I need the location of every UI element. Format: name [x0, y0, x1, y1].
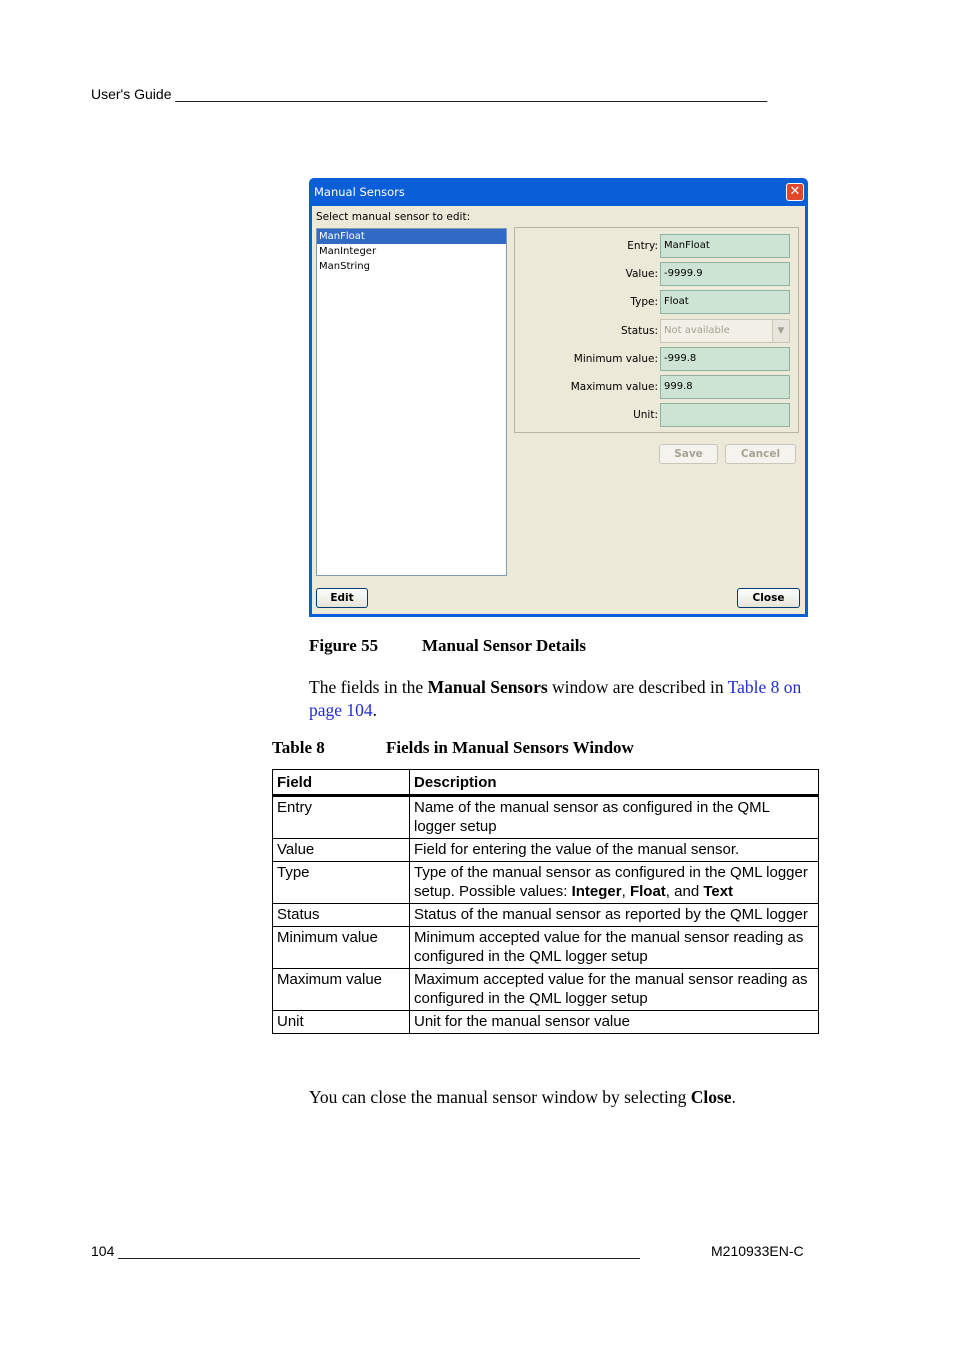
table-row: [273, 904, 819, 927]
select-sensor-label: Select manual sensor to edit:: [316, 211, 471, 223]
figure-caption: [309, 636, 587, 656]
closing-paragraph: [309, 1087, 736, 1108]
column-header: Description: [410, 770, 819, 796]
figure-title: Manual Sensor Details: [422, 636, 587, 655]
list-item[interactable]: ManString: [319, 261, 370, 272]
sensor-details-form: [514, 227, 799, 433]
table-number: Table 8: [272, 738, 325, 757]
close-button[interactable]: Close: [737, 588, 800, 608]
description-cell: Field for entering the value of the manual sensor.: [410, 839, 819, 862]
footer-rule: ___________________________________________________________________: [118, 1243, 640, 1259]
sensor-list[interactable]: [316, 228, 507, 576]
desc-bold: Text: [703, 883, 734, 900]
table-header-row: [273, 770, 819, 796]
edit-button[interactable]: Edit: [316, 588, 368, 608]
entry-row: [515, 234, 798, 258]
description-cell: Status of the manual sensor as reported by the QML logger: [410, 904, 819, 927]
table-row: [273, 796, 819, 839]
field-cell: Unit: [273, 1011, 410, 1034]
table-row: [273, 1011, 819, 1034]
page-footer: [91, 1243, 706, 1259]
status-row: [515, 319, 798, 343]
unit-row: [515, 403, 798, 427]
close-icon[interactable]: ✕: [786, 183, 804, 201]
para-bold: Close: [690, 1087, 732, 1107]
unit-field[interactable]: [660, 403, 790, 427]
maximum-field[interactable]: 999.8: [660, 375, 790, 399]
status-value: Not available: [664, 325, 730, 336]
intro-paragraph: [309, 676, 819, 722]
window-body: [312, 206, 805, 614]
doc-code: M210933EN-C: [711, 1243, 804, 1259]
status-label: Status:: [621, 325, 658, 337]
para-text: window are described in: [547, 677, 728, 697]
field-cell: Type: [273, 862, 410, 904]
list-item[interactable]: ManFloat: [317, 229, 506, 244]
save-button[interactable]: Save: [659, 444, 718, 464]
table-caption: [272, 738, 634, 758]
manual-sensors-window: [309, 178, 808, 617]
type-field[interactable]: Float: [660, 290, 790, 314]
table-row: [273, 969, 819, 1011]
status-dropdown[interactable]: [660, 319, 790, 343]
desc-text: , and: [665, 883, 704, 900]
para-text: You can close the manual sensor window by selecting: [309, 1087, 691, 1107]
value-field[interactable]: -9999.9: [660, 262, 790, 286]
field-cell: Status: [273, 904, 410, 927]
value-row: [515, 262, 798, 286]
desc-bold: Float: [629, 883, 666, 900]
maximum-label: Maximum value:: [570, 381, 658, 393]
maximum-row: [515, 375, 798, 399]
field-cell: Minimum value: [273, 927, 410, 969]
table-title: Fields in Manual Sensors Window: [386, 738, 634, 757]
value-label: Value:: [625, 268, 658, 280]
para-text: .: [372, 700, 378, 720]
desc-text: ,: [621, 883, 630, 900]
table-reference-link[interactable]: Table 8 on page 104: [309, 677, 802, 720]
window-title: Manual Sensors: [314, 185, 405, 199]
type-label: Type:: [630, 296, 658, 308]
para-text: The fields in the: [309, 677, 428, 697]
table-row: [273, 862, 819, 904]
table-row: [273, 927, 819, 969]
unit-label: Unit:: [633, 409, 658, 421]
field-cell: Entry: [273, 796, 410, 839]
desc-bold: Integer: [571, 883, 622, 900]
figure-number: Figure 55: [309, 636, 379, 655]
page-header: User's Guide ____________________________________________________________________________: [91, 86, 768, 102]
column-header: Field: [273, 770, 410, 796]
minimum-label: Minimum value:: [573, 353, 658, 365]
chevron-down-icon[interactable]: ▼: [772, 320, 789, 342]
field-cell: Value: [273, 839, 410, 862]
description-cell: Unit for the manual sensor value: [410, 1011, 819, 1034]
minimum-row: [515, 347, 798, 371]
description-cell: Minimum accepted value for the manual sensor reading as configured in the QML logger setup: [410, 927, 819, 969]
description-cell: Maximum accepted value for the manual sensor reading as configured in the QML logger setup: [410, 969, 819, 1011]
field-cell: Maximum value: [273, 969, 410, 1011]
page-number: 104: [91, 1243, 115, 1259]
table-row: [273, 839, 819, 862]
entry-label: Entry:: [627, 240, 658, 252]
list-item[interactable]: ManInteger: [319, 246, 377, 257]
entry-field[interactable]: ManFloat: [660, 234, 790, 258]
para-text: .: [731, 1087, 736, 1107]
description-cell: [410, 862, 819, 904]
description-cell: Name of the manual sensor as configured in the QML logger setup: [410, 796, 819, 839]
para-bold: Manual Sensors: [427, 677, 548, 697]
fields-table: [272, 769, 819, 1034]
cancel-button[interactable]: Cancel: [725, 444, 796, 464]
desc-text: Type of the manual sensor as configured in the QML logger setup. Possible values:: [414, 864, 808, 900]
type-row: [515, 290, 798, 314]
minimum-field[interactable]: -999.8: [660, 347, 790, 371]
